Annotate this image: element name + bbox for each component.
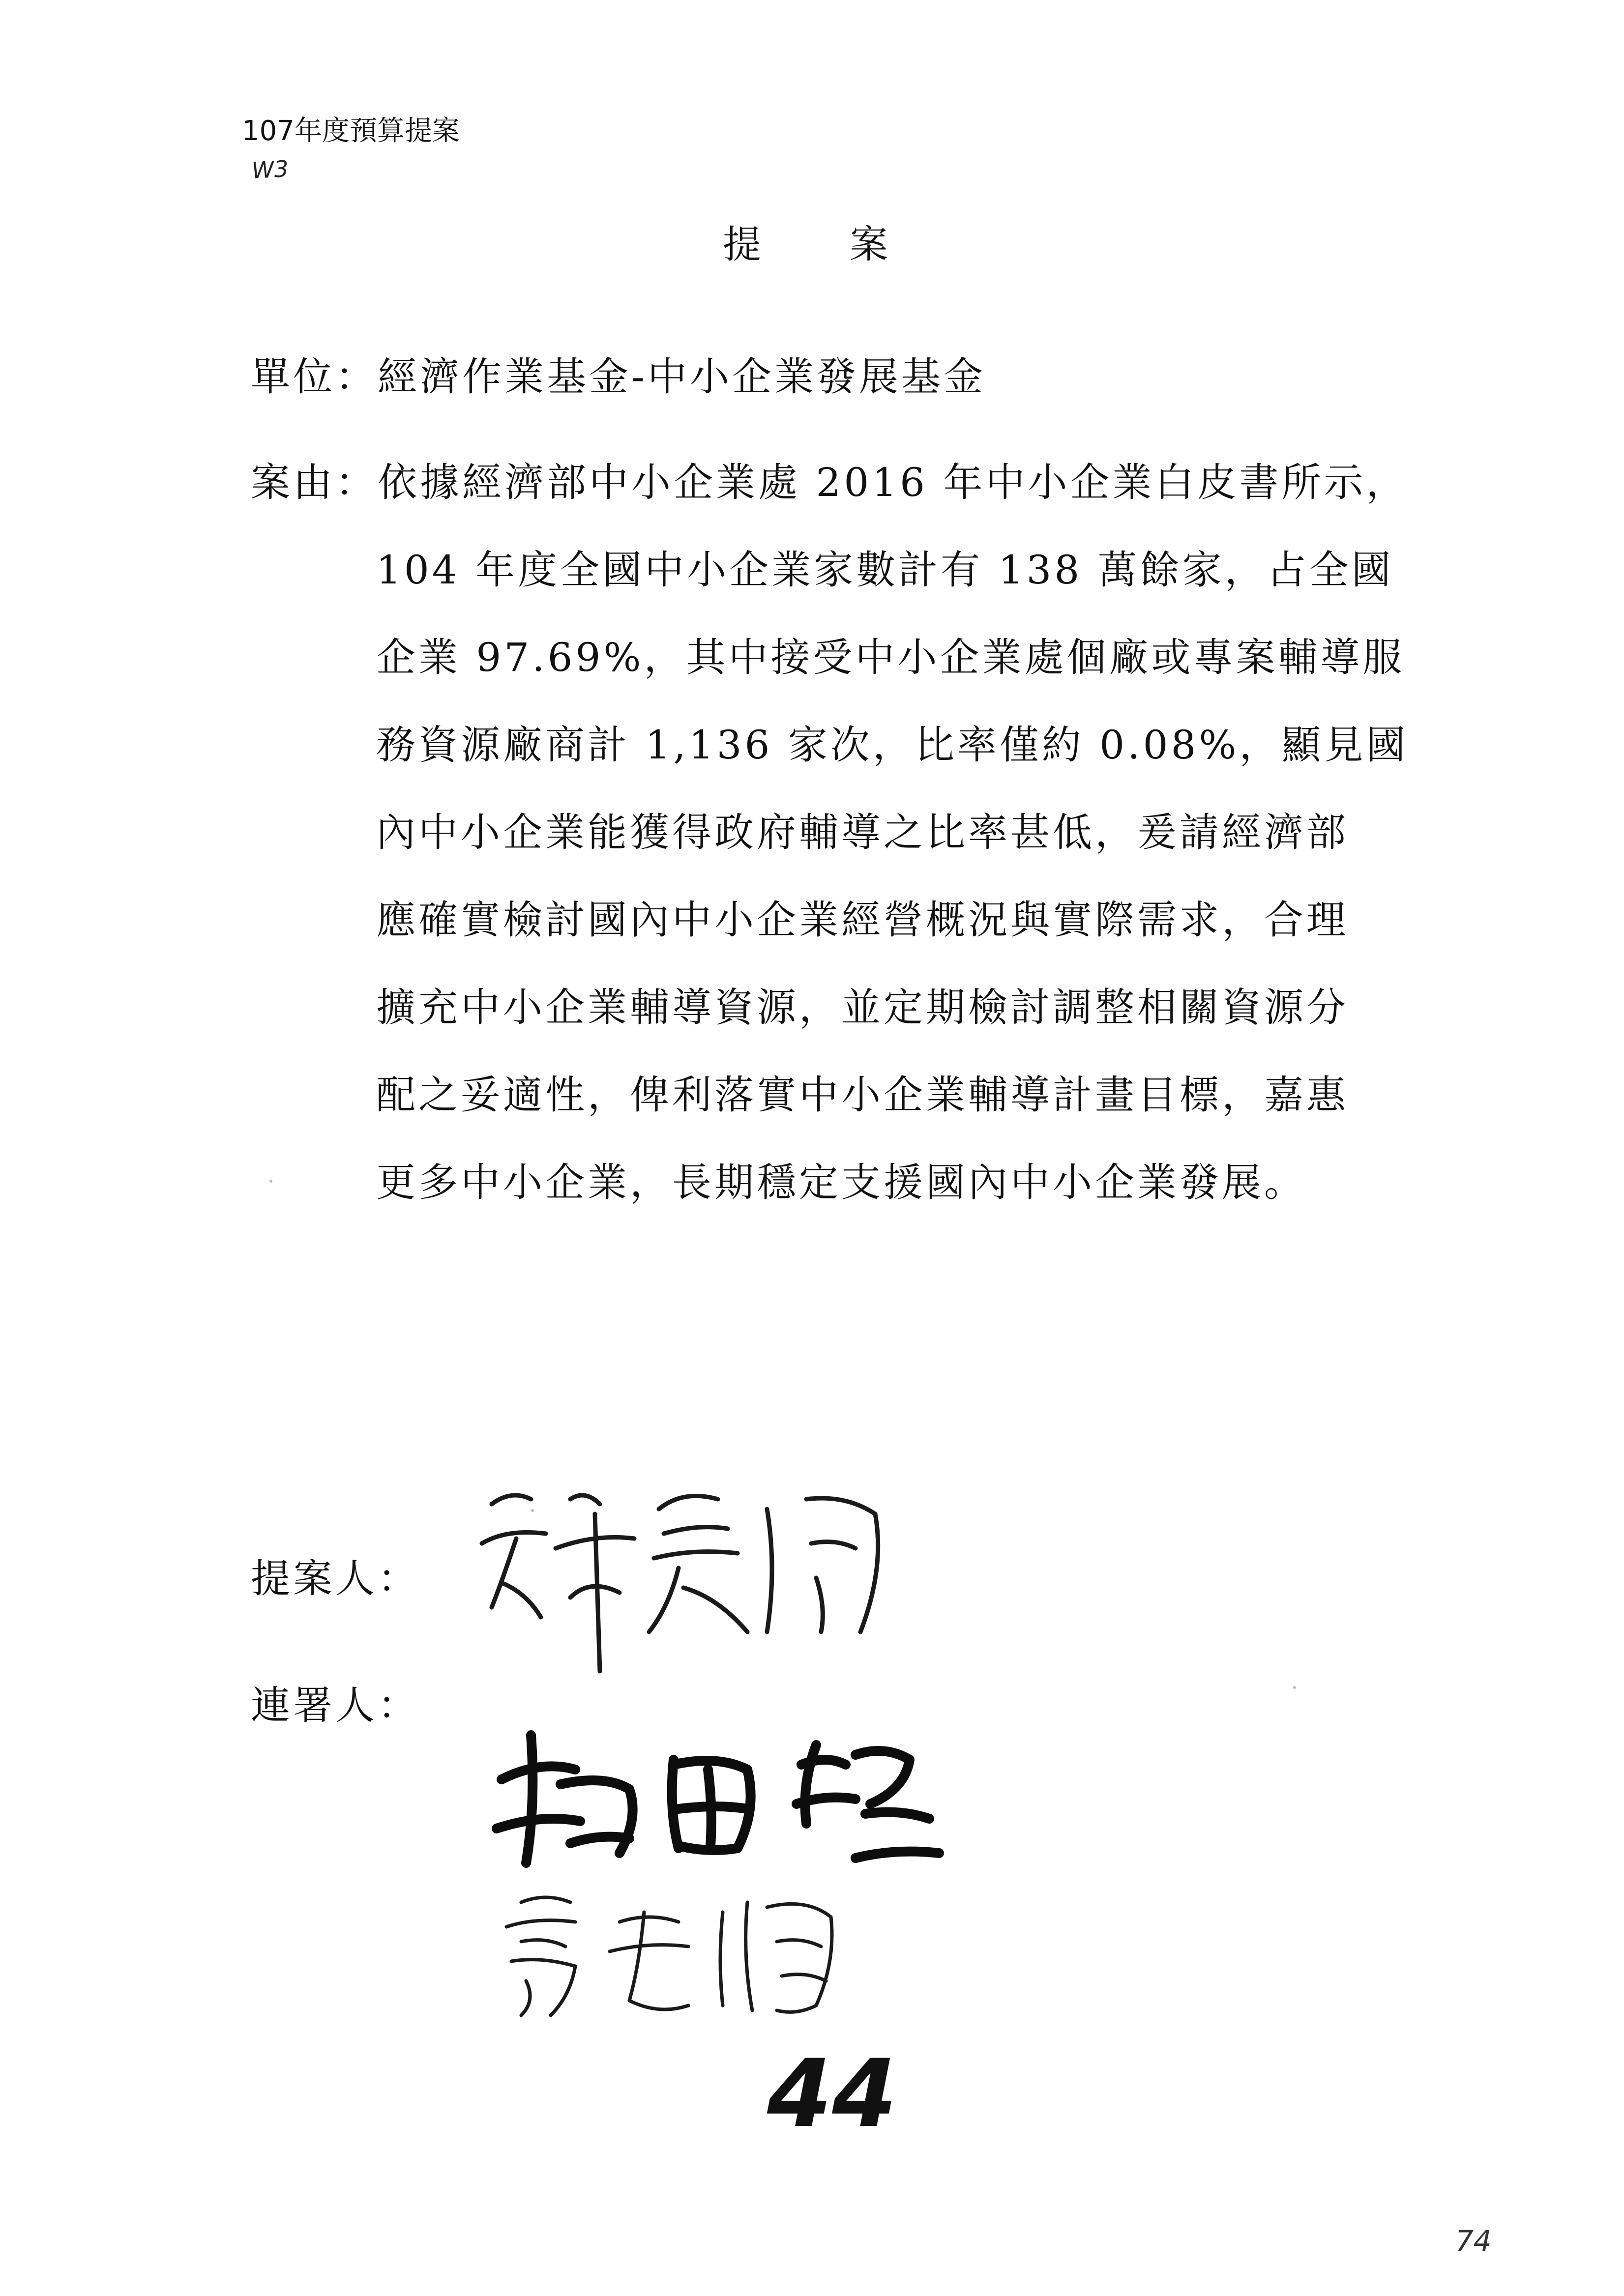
reason-block — [251, 439, 1411, 1226]
handwritten-mark: W3 — [251, 155, 290, 184]
cosigner-signature-1 — [482, 1715, 954, 1878]
reason-line: 企業 97.69%，其中接受中小企業處個廠或專案輔導服 — [376, 635, 1405, 680]
unit-row — [251, 351, 986, 403]
reason-line: 更多中小企業，長期穩定支援國內中小企業發展。 — [376, 1160, 1306, 1205]
reason-line: 擴充中小企業輔導資源，並定期檢討調整相關資源分 — [376, 985, 1349, 1030]
proposer-label: 提案人： — [251, 1556, 420, 1601]
cosigner-label: 連署人： — [251, 1683, 420, 1728]
handwritten-folio: 74 — [1455, 2224, 1492, 2258]
budget-proposal-header: 107年度預算提案 — [242, 115, 460, 147]
scan-speck — [269, 1180, 272, 1183]
unit-label: 單位： — [251, 354, 378, 400]
reason-line: 104 年度全國中小企業家數計有 138 萬餘家，占全國 — [376, 547, 1394, 593]
reason-line: 配之妥適性，俾利落實中小企業輔導計畫目標，嘉惠 — [376, 1072, 1349, 1118]
cosigner-signature-2 — [492, 1883, 865, 2030]
unit-value: 經濟作業基金-中小企業發展基金 — [378, 354, 986, 400]
handwritten-page-number: 44 — [767, 2039, 897, 2148]
reason-line: 務資源廠商計 1,136 家次，比率僅約 0.08%，顯見國 — [376, 722, 1409, 768]
reason-line — [251, 439, 1411, 526]
proposer-signature — [472, 1470, 915, 1681]
reason-label: 案由： — [251, 460, 378, 505]
reason-line: 應確實檢討國內中小企業經營概況與實際需求，合理 — [376, 897, 1349, 943]
reason-text: 依據經濟部中小企業處 2016 年中小企業白皮書所示， — [378, 460, 1409, 505]
reason-line: 內中小企業能獲得政府輔導之比率甚低，爰請經濟部 — [376, 810, 1349, 855]
scan-speck — [531, 1509, 534, 1512]
scan-speck — [1293, 1686, 1296, 1689]
document-title: 提案 — [723, 223, 977, 267]
